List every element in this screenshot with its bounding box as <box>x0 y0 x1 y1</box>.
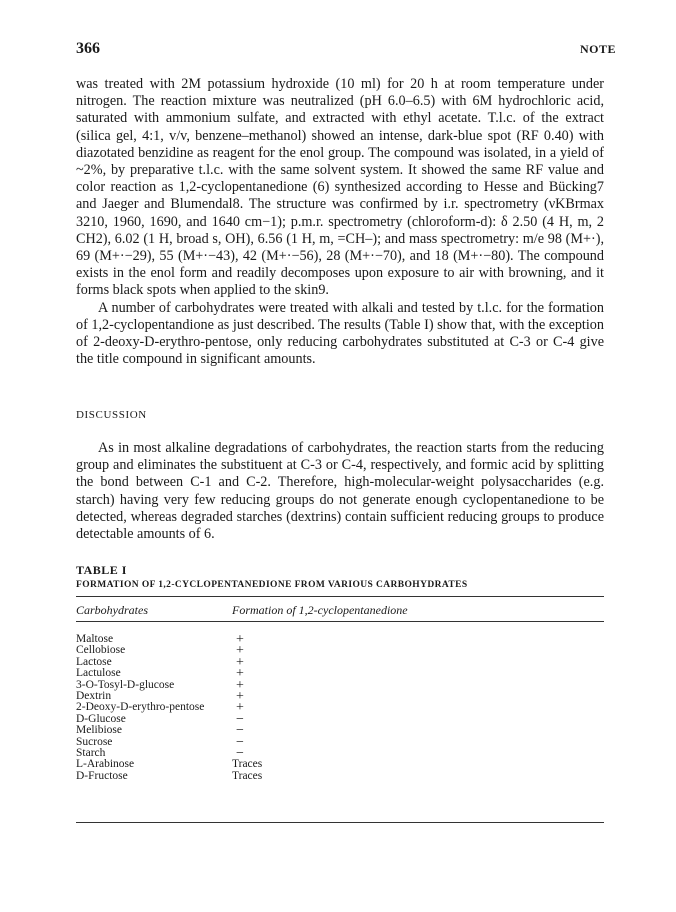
carbohydrate-name: Dextrin <box>76 689 112 702</box>
table-header-rule <box>76 621 604 622</box>
table-row <box>76 759 604 770</box>
formation-result: − <box>236 723 244 739</box>
formation-result: Traces <box>232 769 263 782</box>
paragraph-1: was treated with 2M potassium hydroxide (10 ml) for 20 h at room temperature under nitrogen. The reaction mixture was neutralized (pH 6.0–6.5) with 6M hydrochloric acid, saturated with ammonium sulfate, and extracted with ethyl acetate. T.l.c. of the extract (silica gel, 4:1, v/v, benzene–methanol) showed an intense, dark-blue spot (RF 0.40) with diazotated benzidine as reagent for the enol group. The compound was isolated, in a yield of ~2%, by preparative t.l.c. with the same solvent system. It showed the same RF value and color reaction as 1,2-cyclopentanedione (6) synthesized according to Hesse and Bücking7 and Jaeger and Blumendal8. The structure was confirmed by i.r. spectrometry (νKBrmax 3210, 1960, 1690, and 1640 cm−1); p.m.r. spectrometry (chloroform-d): δ 2.50 (4 H, m, 2 CH2), 6.02 (1 H, broad s, OH), 6.56 (1 H, m, =CH–); and mass spectrometry: m/e 98 (M+·), 69 (M+·−29), 55 (M+·−43), 42 (M+·−56), 28 (M+·−70), and 18 (M+·−80). The compound exists in the enol form and readily decomposes upon exposure to air with browning, and it forms black spots when applied to the skin9. <box>76 76 604 299</box>
page-number: 366 <box>76 40 100 57</box>
formation-result: + <box>236 643 244 659</box>
table-body <box>76 634 604 782</box>
column-header-formation: Formation of 1,2-cyclopentanedione <box>232 603 408 617</box>
carbohydrate-name: Melibiose <box>76 724 122 737</box>
table-row <box>76 677 604 693</box>
carbohydrate-name: Sucrose <box>76 735 113 748</box>
formation-result: + <box>236 677 244 693</box>
table-row <box>76 723 604 739</box>
discussion-paragraph: As in most alkaline degradations of carbohydrates, the reaction starts from the reducing group and eliminates the substituent at C-3 or C-4, respectively, and formic acid by splitting the bond between C-1 and C-2. Therefore, high-molecular-weight polysaccharides (e.g. starch) having very few reducing groups do not generate enough cyclopentanedione to be detected, whereas degraded starches (dextrins) contain sufficient reducing groups to produce detectable amounts of 6. <box>76 440 604 543</box>
carbohydrate-name: Starch <box>76 746 106 759</box>
table-row <box>76 643 604 659</box>
carbohydrate-name: 2-Deoxy-D-erythro-pentose <box>76 701 205 714</box>
formation-result: − <box>236 734 244 750</box>
carbohydrate-name: L-Arabinose <box>76 758 135 771</box>
table-row <box>76 634 604 645</box>
table-row <box>76 745 604 761</box>
formation-result: − <box>236 711 244 727</box>
carbohydrate-name: Cellobiose <box>76 644 126 657</box>
carbohydrate-name: Lactulose <box>76 667 121 680</box>
table-row <box>76 734 604 750</box>
formation-result: + <box>236 666 244 682</box>
formation-result: − <box>236 745 244 761</box>
table-bottom-rule <box>76 822 604 823</box>
table-row <box>76 711 604 727</box>
table-row <box>76 771 604 782</box>
formation-result: + <box>236 688 244 704</box>
table-title: FORMATION OF 1,2-CYCLOPENTANEDIONE FROM VARIOUS CARBOHYDRATES <box>76 580 468 590</box>
table-row <box>76 654 604 670</box>
formation-result: + <box>236 654 244 670</box>
column-header-carbohydrates: Carbohydrates <box>76 603 148 617</box>
carbohydrate-name: Lactose <box>76 655 112 668</box>
carbohydrate-name: D-Glucose <box>76 712 126 725</box>
formation-result: + <box>236 700 244 716</box>
page-header <box>76 40 616 60</box>
table-label: TABLE I <box>76 563 127 577</box>
running-head: NOTE <box>579 42 616 56</box>
formation-result: + <box>236 632 244 647</box>
table-row <box>76 666 604 682</box>
table-top-rule <box>76 596 604 597</box>
table-row <box>76 700 604 716</box>
body-text <box>76 76 604 368</box>
formation-result: Traces <box>232 758 263 771</box>
carbohydrate-name: Maltose <box>76 633 114 645</box>
paragraph-2: A number of carbohydrates were treated with alkali and tested by t.l.c. for the formation of 1,2-cyclopentandione as just described. The results (Table I) show that, with the exception of 2-deoxy-D-erythro-pentose, only reducing carbohydrates substituted at C-3 or C-4 give the title compound in significant amounts. <box>76 299 604 368</box>
carbohydrate-name: 3-O-Tosyl-D-glucose <box>76 678 175 691</box>
section-heading: DISCUSSION <box>76 409 147 421</box>
carbohydrate-name: D-Fructose <box>76 769 128 782</box>
